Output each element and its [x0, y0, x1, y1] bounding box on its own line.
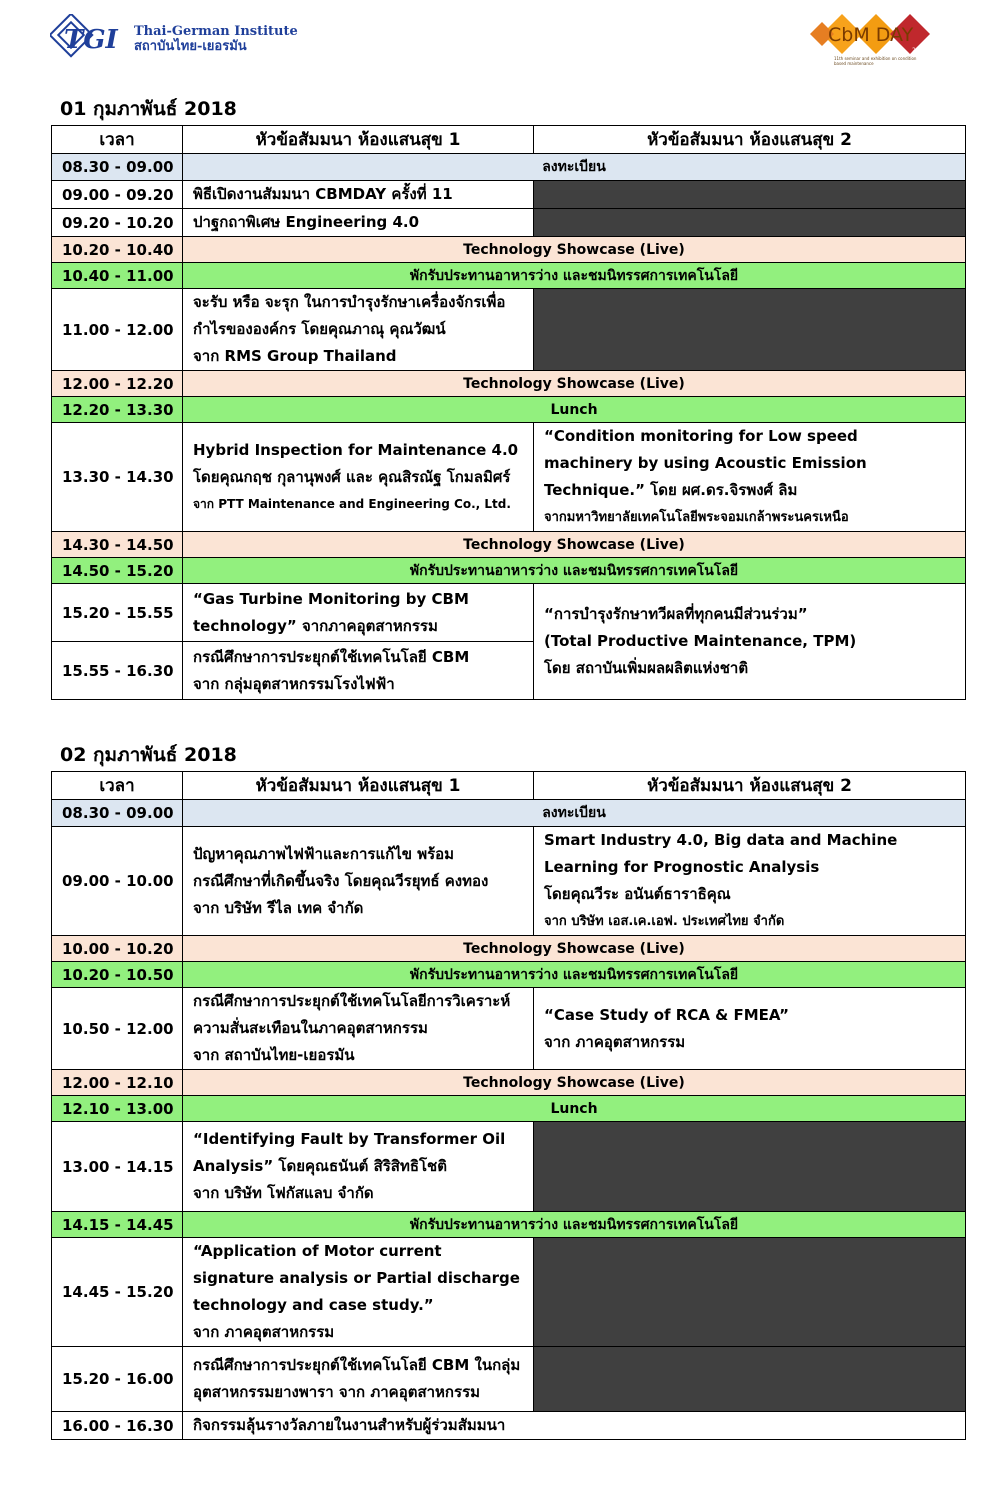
topic-line: จาก ภาคอุตสาหกรรม	[544, 1032, 686, 1051]
table-row	[52, 1070, 966, 1096]
cbm-tagline: 11th seminar and exhibition on condition based maintenance	[834, 56, 917, 66]
table-row	[52, 209, 966, 237]
topic-line: กรณีศึกษาการประยุกต์ใช้เทคโนโลยีการวิเคราะห์	[193, 992, 511, 1010]
topic-line: จะรับ หรือ จะรุก ในการบำรุงรักษาเครื่องจักรเพื่อ	[193, 293, 506, 311]
topic-line: กิจกรรมลุ้นรางวัลภายในงานสำหรับผู้ร่วมสัมมนา	[193, 1416, 506, 1434]
col-header-room1: หัวข้อสัมมนา ห้องแสนสุข 1	[183, 126, 534, 154]
topic-line: “Identifying Fault by Transformer Oil	[193, 1130, 506, 1148]
shared-session: พักรับประทานอาหารว่าง และชมนิทรรศการเทคโนโลยี	[183, 1212, 966, 1238]
table-row	[52, 532, 966, 558]
table-row	[52, 1212, 966, 1238]
time-slot: 12.20 - 13.30	[52, 397, 183, 423]
time-slot: 15.55 - 16.30	[52, 642, 183, 700]
table-row	[52, 558, 966, 584]
time-slot: 10.20 - 10.40	[52, 237, 183, 263]
time-slot: 08.30 - 09.00	[52, 800, 183, 827]
room2-topic	[534, 584, 966, 700]
time-slot: 10.50 - 12.00	[52, 988, 183, 1070]
room2-topic	[534, 988, 966, 1070]
topic-line: ปัญหาคุณภาพไฟฟ้าและการแก้ไข พร้อม	[193, 844, 455, 863]
table-header-row	[52, 126, 966, 154]
time-slot: 10.40 - 11.00	[52, 263, 183, 289]
time-slot: 15.20 - 16.00	[52, 1347, 183, 1412]
shared-session: พักรับประทานอาหารว่าง และชมนิทรรศการเทคโนโลยี	[183, 962, 966, 988]
room2-empty-slot	[534, 1122, 966, 1212]
table-header-row	[52, 772, 966, 800]
shared-session: Technology Showcase (Live)	[183, 532, 966, 558]
room1-topic	[183, 289, 534, 371]
time-slot: 09.20 - 10.20	[52, 209, 183, 237]
shared-session: Technology Showcase (Live)	[183, 237, 966, 263]
topic-line: กรณีศึกษาที่เกิดขึ้นจริง โดยคุณวีรยุทธ์ คงทอง	[193, 871, 489, 890]
org-name-th: สถาบันไทย-เยอรมัน	[134, 39, 247, 54]
shared-session: Lunch	[183, 397, 966, 423]
room1-topic	[183, 1347, 534, 1412]
topic-line: Learning for Prognostic Analysis	[544, 858, 820, 876]
room2-topic	[534, 423, 966, 532]
table-row	[52, 1096, 966, 1122]
tgi-abbr: TGI	[64, 25, 118, 55]
topic-line: Analysis” โดยคุณธนันต์ สิริสิทธิโชติ	[193, 1157, 447, 1175]
time-slot: 09.00 - 10.00	[52, 827, 183, 936]
topic-line: (Total Productive Maintenance, TPM)	[544, 632, 857, 650]
topic-line: จากมหาวิทยาลัยเทคโนโลยีพระจอมเกล้าพระนครเหนือ	[544, 510, 849, 525]
table-row	[52, 1412, 966, 1440]
time-slot: 11.00 - 12.00	[52, 289, 183, 371]
room1-topic	[183, 584, 534, 642]
col-header-room1: หัวข้อสัมมนา ห้องแสนสุข 1	[183, 772, 534, 800]
table-row	[52, 263, 966, 289]
topic-line: signature analysis or Partial discharge	[193, 1269, 520, 1287]
col-header-time: เวลา	[52, 772, 183, 800]
room2-empty-slot	[534, 1238, 966, 1347]
table-row	[52, 154, 966, 181]
topic-line: “Application of Motor current	[193, 1242, 442, 1260]
time-slot: 09.00 - 09.20	[52, 181, 183, 209]
col-header-room2: หัวข้อสัมมนา ห้องแสนสุข 2	[534, 772, 966, 800]
day1-schedule-table	[51, 125, 966, 700]
room2-empty-slot	[534, 209, 966, 237]
room1-topic	[183, 1122, 534, 1212]
topic-line: technology and case study.”	[193, 1296, 434, 1314]
topic-line: กำไรขององค์กร โดยคุณภาณุ คุณวัฒน์	[193, 320, 446, 338]
topic-line: โดยคุณวีระ อนันต์ธาราธิคุณ	[544, 885, 731, 903]
table-row	[52, 1347, 966, 1412]
shared-session: พักรับประทานอาหารว่าง และชมนิทรรศการเทคโนโลยี	[183, 263, 966, 289]
time-slot: 12.00 - 12.20	[52, 371, 183, 397]
shared-session: ลงทะเบียน	[183, 800, 966, 827]
table-row	[52, 827, 966, 936]
table-row	[52, 371, 966, 397]
topic-line: จาก กลุ่มอุตสาหกรรมโรงไฟฟ้า	[193, 674, 395, 693]
topic-line: จาก บริษัท รีไล เทค จำกัด	[193, 898, 364, 917]
topic-line: ปาฐกถาพิเศษ Engineering 4.0	[193, 213, 420, 231]
day2-title: 02 กุมภาพันธ์ 2018	[60, 744, 237, 766]
day1-title: 01 กุมภาพันธ์ 2018	[60, 98, 237, 120]
room1-topic	[183, 1238, 534, 1347]
topic-line: โดยคุณกฤช กุลานุพงศ์ และ คุณสิรณัฐ โกมลมิศร์	[193, 467, 511, 486]
time-slot: 12.00 - 12.10	[52, 1070, 183, 1096]
topic-line: Hybrid Inspection for Maintenance 4.0	[193, 440, 519, 459]
room1-topic	[183, 642, 534, 700]
topic-line: จาก บริษัท เอส.เค.เอฟ. ประเทศไทย จำกัด	[544, 914, 785, 929]
room2-empty-slot	[534, 289, 966, 371]
table-row	[52, 962, 966, 988]
table-row	[52, 800, 966, 827]
room1-topic	[183, 988, 534, 1070]
topic-line: Technique.” โดย ผศ.ดร.จิรพงศ์ ลิม	[544, 481, 798, 499]
table-row	[52, 1122, 966, 1212]
topic-line: อุตสาหกรรมยางพารา จาก ภาคอุตสาหกรรม	[193, 1383, 481, 1401]
table-row	[52, 584, 966, 642]
time-slot: 08.30 - 09.00	[52, 154, 183, 181]
topic-line: กรณีศึกษาการประยุกต์ใช้เทคโนโลยี CBM	[193, 647, 470, 666]
topic-line: machinery by using Acoustic Emission	[544, 454, 867, 472]
topic-line: Smart Industry 4.0, Big data and Machine	[544, 831, 898, 849]
room1-topic	[183, 209, 534, 237]
topic-line: จาก สถาบันไทย-เยอรมัน	[193, 1046, 355, 1064]
topic-line: จาก RMS Group Thailand	[193, 347, 397, 365]
room2-empty-slot	[534, 181, 966, 209]
org-name-en: Thai-German Institute	[134, 24, 298, 39]
topic-line: จาก ภาคอุตสาหกรรม	[193, 1323, 335, 1341]
time-slot: 14.45 - 15.20	[52, 1238, 183, 1347]
topic-line: โดย สถาบันเพิ่มผลผลิตแห่งชาติ	[544, 659, 749, 677]
time-slot: 13.00 - 14.15	[52, 1122, 183, 1212]
time-slot: 10.20 - 10.50	[52, 962, 183, 988]
org-name	[134, 24, 298, 54]
table-row	[52, 237, 966, 263]
topic-line: ความสั่นสะเทือนในภาคอุตสาหกรรม	[193, 1019, 428, 1037]
topic-line: กรณีศึกษาการประยุกต์ใช้เทคโนโลยี CBM ในกลุ่ม	[193, 1356, 521, 1374]
time-slot: 14.50 - 15.20	[52, 558, 183, 584]
topic-line: พิธีเปิดงานสัมมนา CBMDAY ครั้งที่ 11	[193, 185, 453, 203]
table-row	[52, 936, 966, 962]
time-slot: 10.00 - 10.20	[52, 936, 183, 962]
table-row	[52, 423, 966, 532]
cbm-logo-text: CbM DAY	[828, 24, 914, 46]
topic-line: “Condition monitoring for Low speed	[544, 427, 858, 445]
time-slot: 13.30 - 14.30	[52, 423, 183, 532]
page-header	[0, 0, 988, 80]
shared-session: Technology Showcase (Live)	[183, 1070, 966, 1096]
col-header-room2: หัวข้อสัมมนา ห้องแสนสุข 2	[534, 126, 966, 154]
topic-line: “การบำรุงรักษาทวีผลที่ทุกคนมีส่วนร่วม”	[544, 605, 808, 623]
room2-topic	[534, 827, 966, 936]
cbm-logo-year: 2018	[912, 47, 928, 54]
shared-session: ลงทะเบียน	[183, 154, 966, 181]
table-row	[52, 181, 966, 209]
time-slot: 12.10 - 13.00	[52, 1096, 183, 1122]
tgi-logo	[50, 14, 130, 60]
shared-session: พักรับประทานอาหารว่าง และชมนิทรรศการเทคโนโลยี	[183, 558, 966, 584]
day2-schedule-table	[51, 771, 966, 1440]
col-header-time: เวลา	[52, 126, 183, 154]
topic-line: technology” จากภาคอุตสาหกรรม	[193, 616, 438, 635]
table-row	[52, 988, 966, 1070]
topic-line: “Case Study of RCA & FMEA”	[544, 1005, 789, 1024]
room1-topic	[183, 827, 534, 936]
shared-session: Technology Showcase (Live)	[183, 936, 966, 962]
table-row	[52, 289, 966, 371]
time-slot: 14.30 - 14.50	[52, 532, 183, 558]
shared-session: Technology Showcase (Live)	[183, 371, 966, 397]
room1-topic	[183, 423, 534, 532]
table-row	[52, 397, 966, 423]
shared-session: Lunch	[183, 1096, 966, 1122]
topic-line: จาก บริษัท โฟกัสแลบ จำกัด	[193, 1184, 374, 1202]
time-slot: 14.15 - 14.45	[52, 1212, 183, 1238]
room1-topic	[183, 181, 534, 209]
room1-topic	[183, 1412, 966, 1440]
time-slot: 15.20 - 15.55	[52, 584, 183, 642]
room2-empty-slot	[534, 1347, 966, 1412]
topic-line: จาก PTT Maintenance and Engineering Co., Ltd.	[193, 496, 511, 511]
time-slot: 16.00 - 16.30	[52, 1412, 183, 1440]
topic-line: “Gas Turbine Monitoring by CBM	[193, 589, 469, 608]
table-row	[52, 1238, 966, 1347]
